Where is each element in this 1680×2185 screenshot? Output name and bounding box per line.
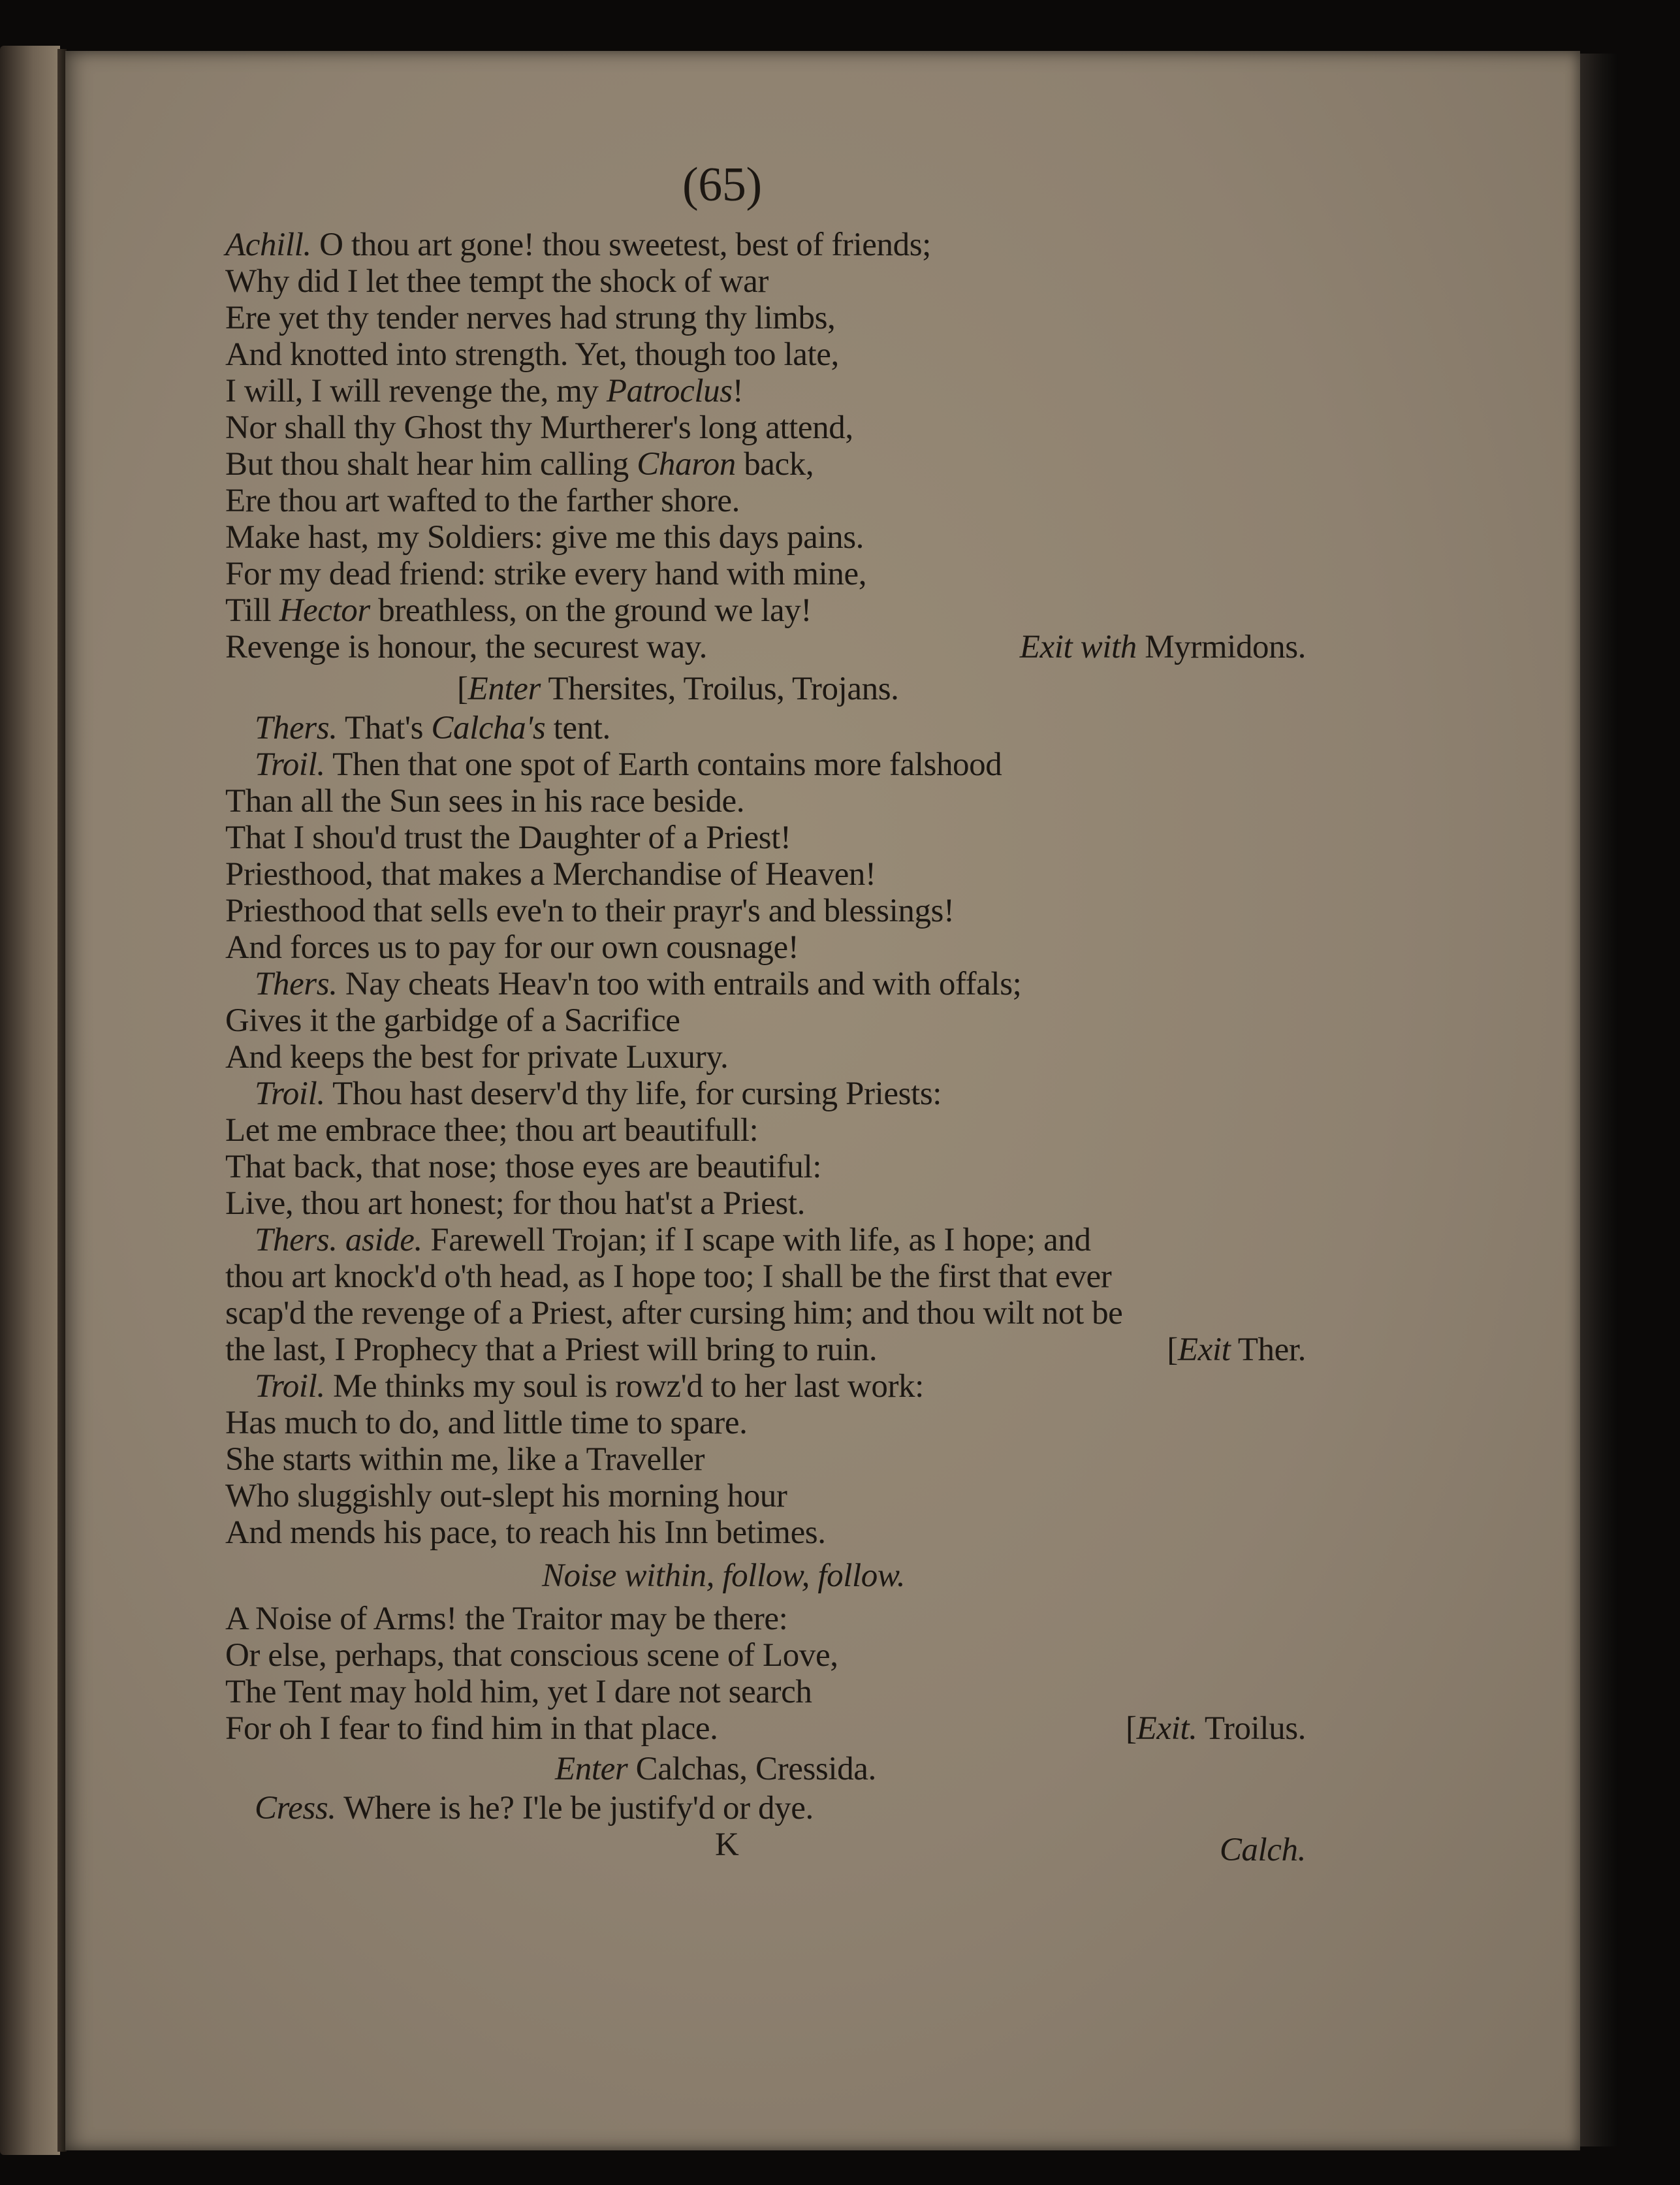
text-line: Live, thou art honest; for thou hat'st a Priest. [225, 1185, 805, 1222]
catchword: Calch. [1219, 1832, 1306, 1868]
text-line: Thers. Nay cheats Heav'n too with entrails and with offals; [255, 966, 1022, 1002]
text-line: For oh I fear to find him in that place. [225, 1710, 718, 1747]
text-line: scap'd the revenge of a Priest, after cursing him; and thou wilt not be [225, 1295, 1123, 1332]
text-line: A Noise of Arms! the Traitor may be there: [225, 1601, 788, 1637]
text-line: That I shou'd trust the Daughter of a Priest! [225, 820, 791, 856]
text-line: Gives it the garbidge of a Sacrifice [225, 1002, 680, 1039]
text-line: Troil. Me thinks my soul is rowz'd to her last work: [255, 1368, 924, 1405]
stage-direction-exit: [Exit. Troilus. [1126, 1710, 1306, 1747]
text-line: Why did I let thee tempt the shock of war [225, 263, 769, 300]
text-line: Priesthood, that makes a Merchandise of Heaven! [225, 856, 876, 893]
text-line: Thers. aside. Farewell Trojan; if I scape with life, as I hope; and [255, 1222, 1091, 1258]
stage-direction-exit: Exit with Myrmidons. [1019, 629, 1306, 665]
text-line: Till Hector breathless, on the ground we lay! [225, 592, 812, 629]
text-line: thou art knock'd o'th head, as I hope too; I shall be the first that ever [225, 1258, 1112, 1295]
text-line: I will, I will revenge the, my Patroclus! [225, 373, 744, 409]
text-line: That back, that nose; those eyes are beautiful: [225, 1149, 822, 1185]
text-line: Thers. That's Calcha's tent. [255, 710, 610, 746]
text-line: And forces us to pay for our own cousnage! [225, 929, 799, 966]
text-line: Troil. Then that one spot of Earth contains more falshood [255, 746, 1002, 783]
text-line: She starts within me, like a Traveller [225, 1441, 705, 1478]
text-line: Nor shall thy Ghost thy Murtherer's long attend, [225, 409, 853, 446]
text-line: Ere yet thy tender nerves had strung thy limbs, [225, 300, 836, 336]
stage-direction-noise: Noise within, follow, follow. [542, 1557, 906, 1594]
book-page [65, 51, 1580, 2150]
stage-direction-enter: [Enter Thersites, Troilus, Trojans. [457, 671, 899, 707]
stage-direction-exit: [Exit Ther. [1167, 1332, 1306, 1368]
stage-direction-enter: Enter Calchas, Cressida. [555, 1751, 876, 1787]
text-line: Revenge is honour, the securest way. [225, 629, 707, 665]
text-line: And mends his pace, to reach his Inn betimes. [225, 1514, 826, 1551]
text-line: Or else, perhaps, that conscious scene of Love, [225, 1637, 838, 1674]
text-line: Priesthood that sells eve'n to their prayr's and blessings! [225, 893, 955, 929]
text-line: the last, I Prophecy that a Priest will bring to ruin. [225, 1332, 878, 1368]
text-line: Make hast, my Soldiers: give me this days pains. [225, 519, 864, 556]
text-line: For my dead friend: strike every hand with mine, [225, 556, 867, 592]
text-line: The Tent may hold him, yet I dare not search [225, 1674, 812, 1710]
left-page-edge [0, 46, 60, 2155]
text-line: Has much to do, and little time to spare. [225, 1405, 748, 1441]
text-line: But thou shalt hear him calling Charon back, [225, 446, 814, 483]
book-cover-edge [1580, 54, 1618, 2146]
text-line: Than all the Sun sees in his race beside. [225, 783, 745, 820]
signature-mark: K [715, 1826, 739, 1863]
text-line: And keeps the best for private Luxury. [225, 1039, 729, 1076]
text-line: Let me embrace thee; thou art beautifull: [225, 1112, 759, 1149]
text-line: Ere thou art wafted to the farther shore. [225, 483, 740, 519]
text-line: Achill. O thou art gone! thou sweetest, best of friends; [225, 227, 931, 263]
text-line: And knotted into strength. Yet, though too late, [225, 336, 839, 373]
text-line: Who sluggishly out-slept his morning hour [225, 1478, 787, 1514]
text-line: Troil. Thou hast deserv'd thy life, for cursing Priests: [255, 1076, 942, 1112]
text-line: Cress. Where is he? I'le be justify'd or dye. [255, 1790, 814, 1826]
page-number: (65) [682, 158, 762, 212]
